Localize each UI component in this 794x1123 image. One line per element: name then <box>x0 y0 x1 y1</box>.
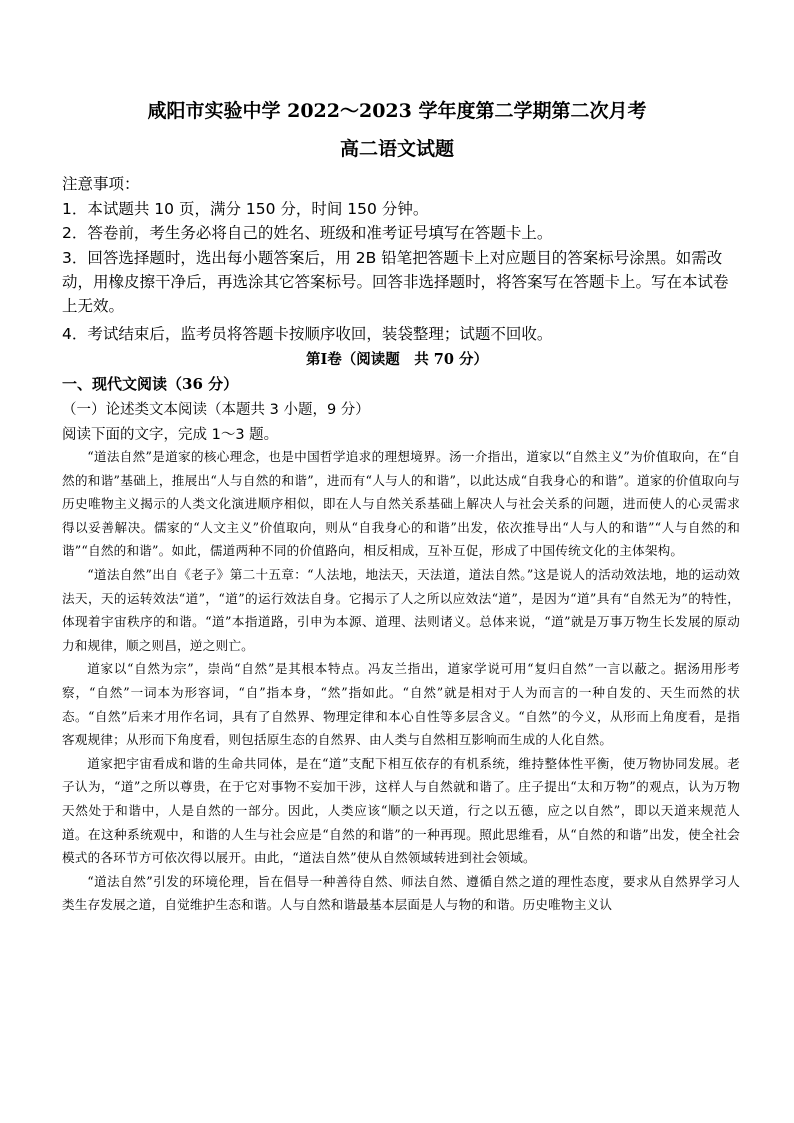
part-heading: 第Ⅰ卷（阅读题 共 70 分） <box>305 351 489 368</box>
instruction-text: 阅读下面的文字，完成 1～3 题。 <box>62 427 279 443</box>
reading-passage <box>62 445 740 917</box>
notice-item-3: 3．回答选择题时，选出每小题答案后，用 2B 铅笔把答题卡上对应题目的答案标号涂黑。如需改动，用橡皮擦干净后，再选涂其它答案标号。回答非选择题时，将答案写在答题卡上。写在本试卷上无效。 <box>62 249 729 315</box>
section-heading: 一、现代文阅读（36 分） <box>62 375 239 393</box>
notice-item-2: 2．答卷前，考生务必将自己的姓名、班级和准考证号填写在答题卡上。 <box>62 224 553 242</box>
notice-item-1: 1．本试题共 10 页，满分 150 分，时间 150 分钟。 <box>62 200 429 218</box>
passage-paragraph-2: “道法自然”出自《老子》第二十五章：“人法地，地法天，天法道，道法自然。”这是说人的活动效法地，地的运动效法天，天的运转效法“道”，“道”的运行效法自身。它揭示了人之所以应效法“道”，是因为“道”具有“自然无为”的特性，体现着宇宙秩序的和谐。“道”本指道路，引申为本源、道理、法则诸义。总体来说，“道”就是万事万物生长发展的原动力和规律，顺之则昌，逆之则亡。 <box>62 566 740 653</box>
passage-paragraph-1: “道法自然”是道家的核心理念，也是中国哲学追求的理想境界。汤一介指出，道家以“自然主义”为价值取向，在“自然的和谐”基础上，推展出“人与自然的和谐”，进而有“人与人的和谐”，以此达成“自我身心的和谐”。道家的价值取向与历史唯物主义揭示的人类文化演进顺序相似，即在人与自然关系基础上解决人与社会关系的问题，进而使人的心灵需求得以妥善解决。儒家的“人文主义”价值取向，则从“自我身心的和谐”出发，依次推导出“人与人的和谐”“人与自然的和谐”“自然的和谐”。如此，儒道两种不同的价值路向，相反相成，互补互促，形成了中国传统文化的主体架构。 <box>62 449 740 559</box>
passage-paragraph-3: 道家以“自然为宗”，崇尚“自然”是其根本特点。冯友兰指出，道家学说可用“复归自然”一言以蔽之。据汤用彤考察，“自然”一词本为形容词，“自”指本身，“然”指如此。“自然”就是相对于人为而言的一种自发的、天生而然的状态。“自然”后来才用作名词，具有了自然界、物理定律和本心自性等多层含义。“自然”的今义，从形而上角度看，是指客观规律；从形而下角度看，则包括原生态的自然界、由人类与自然相互影响而生成的人化自然。 <box>62 661 740 748</box>
passage-paragraph-5: “道法自然”引发的环境伦理，旨在倡导一种善待自然、师法自然、遵循自然之道的理性态度，要求从自然界学习人类生存发展之道，自觉维护生态和谐。人与自然和谐最基本层面是人与物的和谐。历史唯物主义认 <box>62 873 740 913</box>
exam-title: 咸阳市实验中学 2022～2023 学年度第二学期第二次月考 <box>147 100 647 122</box>
exam-subtitle: 高二语文试题 <box>339 138 454 160</box>
subsection-heading: （一）论述类文本阅读（本题共 3 小题，9 分） <box>62 402 370 418</box>
notice-heading: 注意事项： <box>62 175 140 193</box>
passage-paragraph-4: 道家把宇宙看成和谐的生命共同体，是在“道”支配下相互依存的有机系统，维持整体性平衡，使万物协同发展。老子认为，“道”之所以尊贵，在于它对事物不妄加干涉，这样人与自然就和谐了。庄子提出“太和万物”的观点，认为万物天然处于和谐中，人是自然的一部分。因此，人类应该“顺之以天道，行之以五德，应之以自然”，即以天道来规范人道。在这种系统观中，和谐的人生与社会应是“自然的和谐”的一种再现。照此思维看，从“自然的和谐”出发，使全社会模式的各环节方可依次得以展开。由此，“道法自然”使从自然领域转进到社会领域。 <box>62 755 740 866</box>
notice-item-4: 4．考试结束后，监考员将答题卡按顺序收回，装袋整理；试题不回收。 <box>62 325 553 343</box>
